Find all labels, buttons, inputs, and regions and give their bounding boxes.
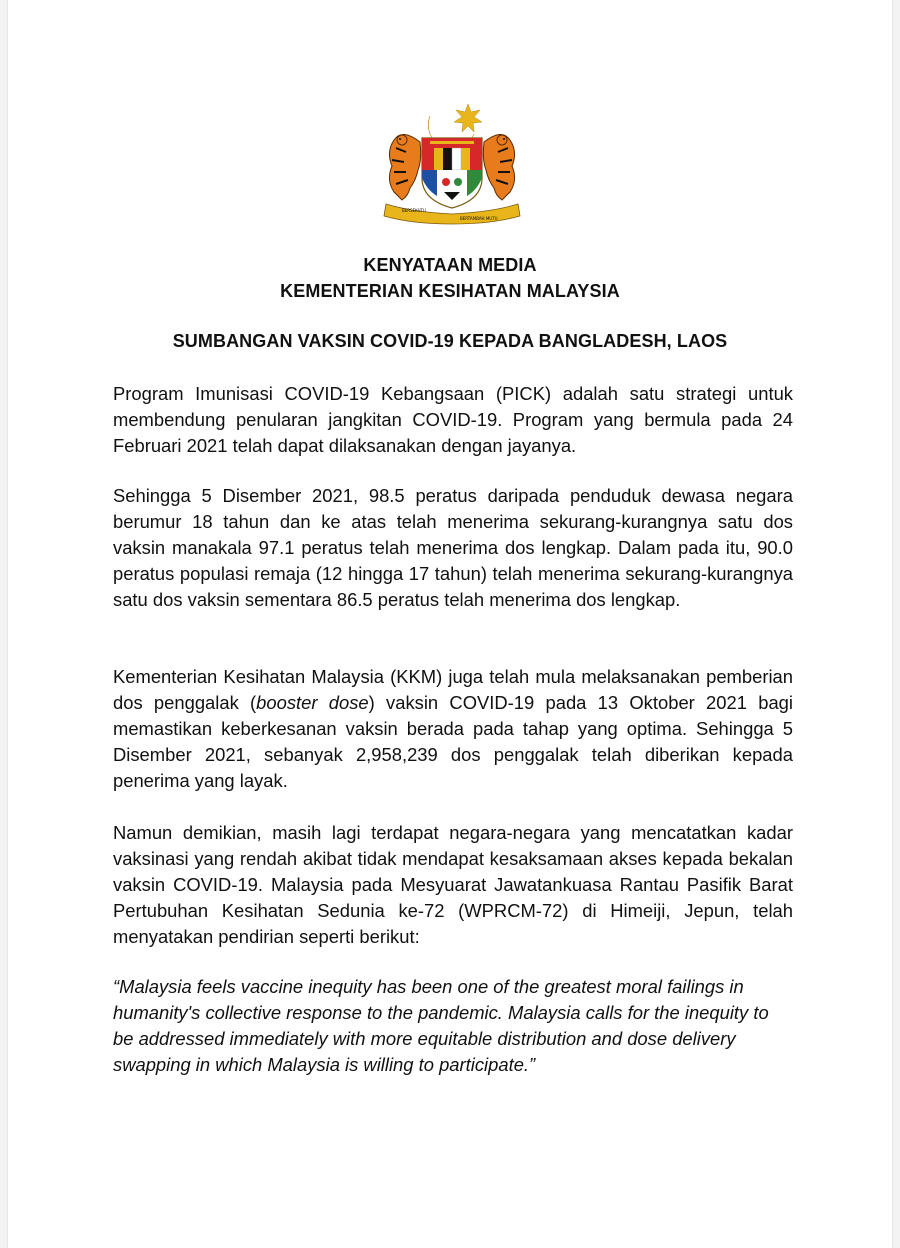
media-statement-title: KENYATAAN MEDIA: [363, 255, 537, 275]
booster-dose-term: booster dose: [256, 692, 369, 713]
paragraph-4: Namun demikian, masih lagi terdapat negara-negara yang mencatatkan kadar vaksinasi yang rendah akibat tidak mendapat kesaksamaan akses kepada bekalan vaksin COVID-19. Malaysia pada Mesyuarat Jawatankuasa Rantau Pasifik Barat Pertubuhan Kesihatan Sedunia ke-72 (WPRCM-72) di Himeiji, Jepun, telah menyatakan pendirian seperti berikut:: [113, 822, 793, 947]
paragraph-2: Sehingga 5 Disember 2021, 98.5 peratus daripada penduduk dewasa negara berumur 18 tahun dan ke atas telah menerima sekurang-kurangnya satu dos vaksin manakala 97.1 peratus telah menerima dos lengkap. Dalam pada itu, 90.0 peratus populasi remaja (12 hingga 17 tahun) telah menerima sekurang-kurangnya satu dos vaksin sementara 86.5 peratus telah menerima dos lengkap.: [113, 485, 793, 610]
shield-icon: [422, 138, 482, 208]
right-tiger-icon: [483, 134, 514, 200]
motto-left-text: BERSEKUTU: [402, 208, 426, 213]
coat-of-arms-logo: [372, 100, 532, 225]
paragraph-3-part-a: Kementerian Kesihatan Malaysia (KKM) juga telah mula melaksanakan pemberian dos penggalak (: [113, 666, 793, 713]
ministry-title: KEMENTERIAN KESIHATAN MALAYSIA: [280, 281, 620, 301]
paragraph-3: [113, 664, 793, 794]
federal-star-icon: [454, 104, 482, 132]
paragraph-1: Program Imunisasi COVID-19 Kebangsaan (PICK) adalah satu strategi untuk membendung penularan jangkitan COVID-19. Program yang bermula pada 24 Februari 2021 telah dapat dilaksanakan dengan jayanya.: [113, 383, 793, 456]
motto-right-text: BERTAMBAH MUTU: [460, 216, 498, 221]
left-tiger-icon: [389, 134, 420, 200]
paragraph-3-part-b: ) vaksin COVID-19 pada 13 Oktober 2021 bagi memastikan keberkesanan vaksin berada pada tahap yang optima. Sehingga 5 Disember 2021, sebanyak 2,958,239 dos penggalak telah diberikan kepada penerima yang layak.: [113, 692, 793, 791]
quote-paragraph: “Malaysia feels vaccine inequity has been one of the greatest moral failings in humanity's collective response to the pandemic. Malaysia calls for the inequity to be addressed immediately with more equitable distribution and dose delivery swapping in which Malaysia is willing to participate.”: [113, 976, 769, 1075]
subject-title: SUMBANGAN VAKSIN COVID-19 KEPADA BANGLADESH, LAOS: [172, 331, 728, 351]
